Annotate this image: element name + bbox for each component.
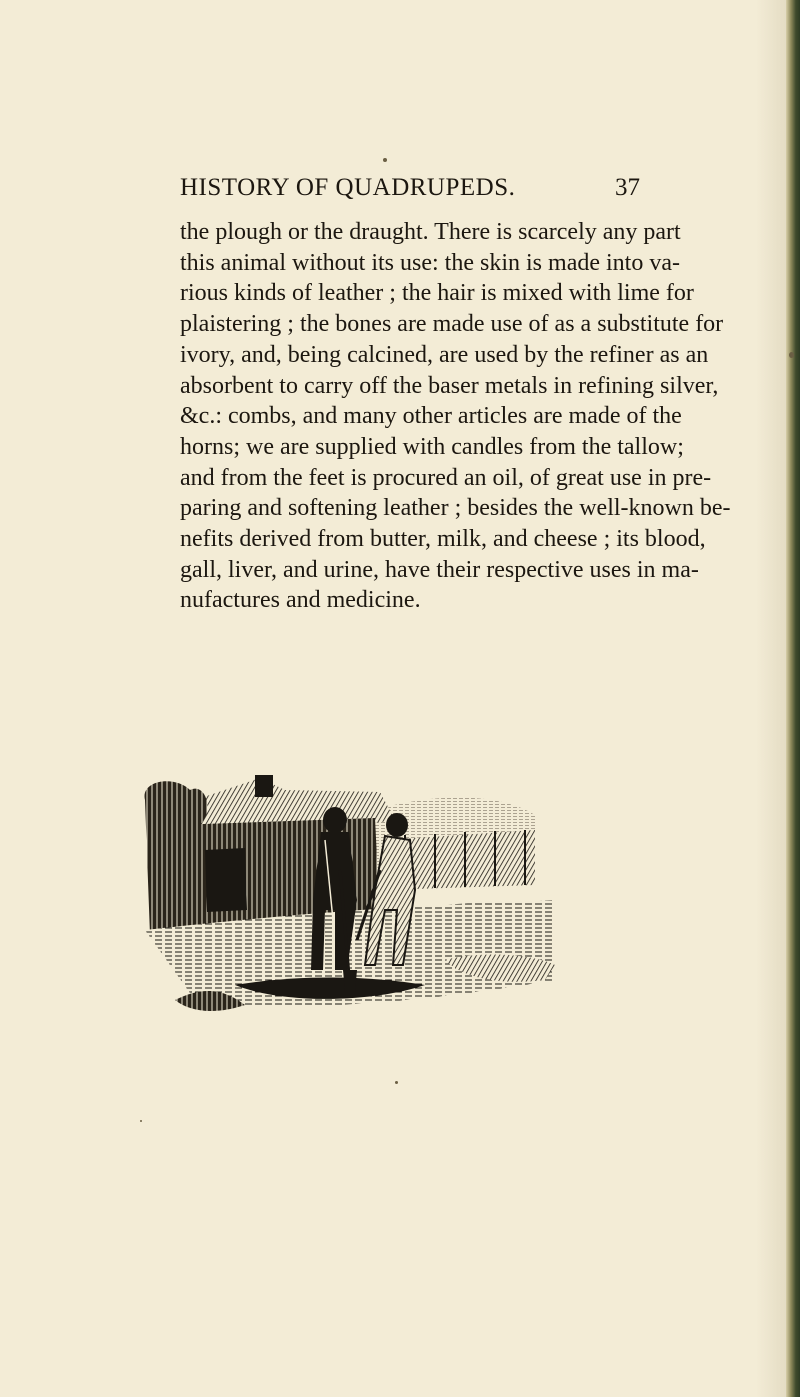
paper-speck	[789, 352, 794, 358]
text-line: &c.: combs, and many other articles are made of the	[180, 403, 682, 430]
text-line: ivory, and, being calcined, are used by the refiner as an	[180, 341, 709, 368]
woodcut-engraving-icon	[135, 770, 565, 1020]
text-line: the plough or the draught. There is scarcely any part	[180, 219, 681, 245]
paper-speck	[140, 1120, 142, 1122]
text-line: horns; we are supplied with candles from the tallow;	[180, 433, 684, 460]
text-line: rious kinds of leather ; the hair is mixed with lime for	[180, 280, 694, 307]
running-head	[180, 174, 670, 204]
page-edge-shading	[756, 0, 786, 1397]
paper-speck	[383, 158, 387, 162]
text-line: nefits derived from butter, milk, and cheese ; its blood,	[180, 526, 706, 553]
text-line: gall, liver, and urine, have their respective uses in ma-	[180, 556, 699, 583]
text-line: paring and softening leather ; besides the well-known be-	[180, 495, 731, 522]
page-edge	[786, 0, 800, 1397]
text-line: absorbent to carry off the baser metals in refining silver,	[180, 372, 719, 399]
page-number: 37	[615, 174, 640, 201]
text-line: and from the feet is procured an oil, of great use in pre-	[180, 464, 712, 491]
text-line: nufactures and medicine.	[180, 587, 421, 614]
paper-speck	[395, 1081, 398, 1084]
running-title: HISTORY OF QUADRUPEDS.	[180, 174, 516, 201]
text-line: this animal without its use: the skin is made into va-	[180, 249, 680, 276]
text-line: plaistering ; the bones are made use of as a substitute for	[180, 311, 724, 338]
body-text	[180, 217, 731, 616]
